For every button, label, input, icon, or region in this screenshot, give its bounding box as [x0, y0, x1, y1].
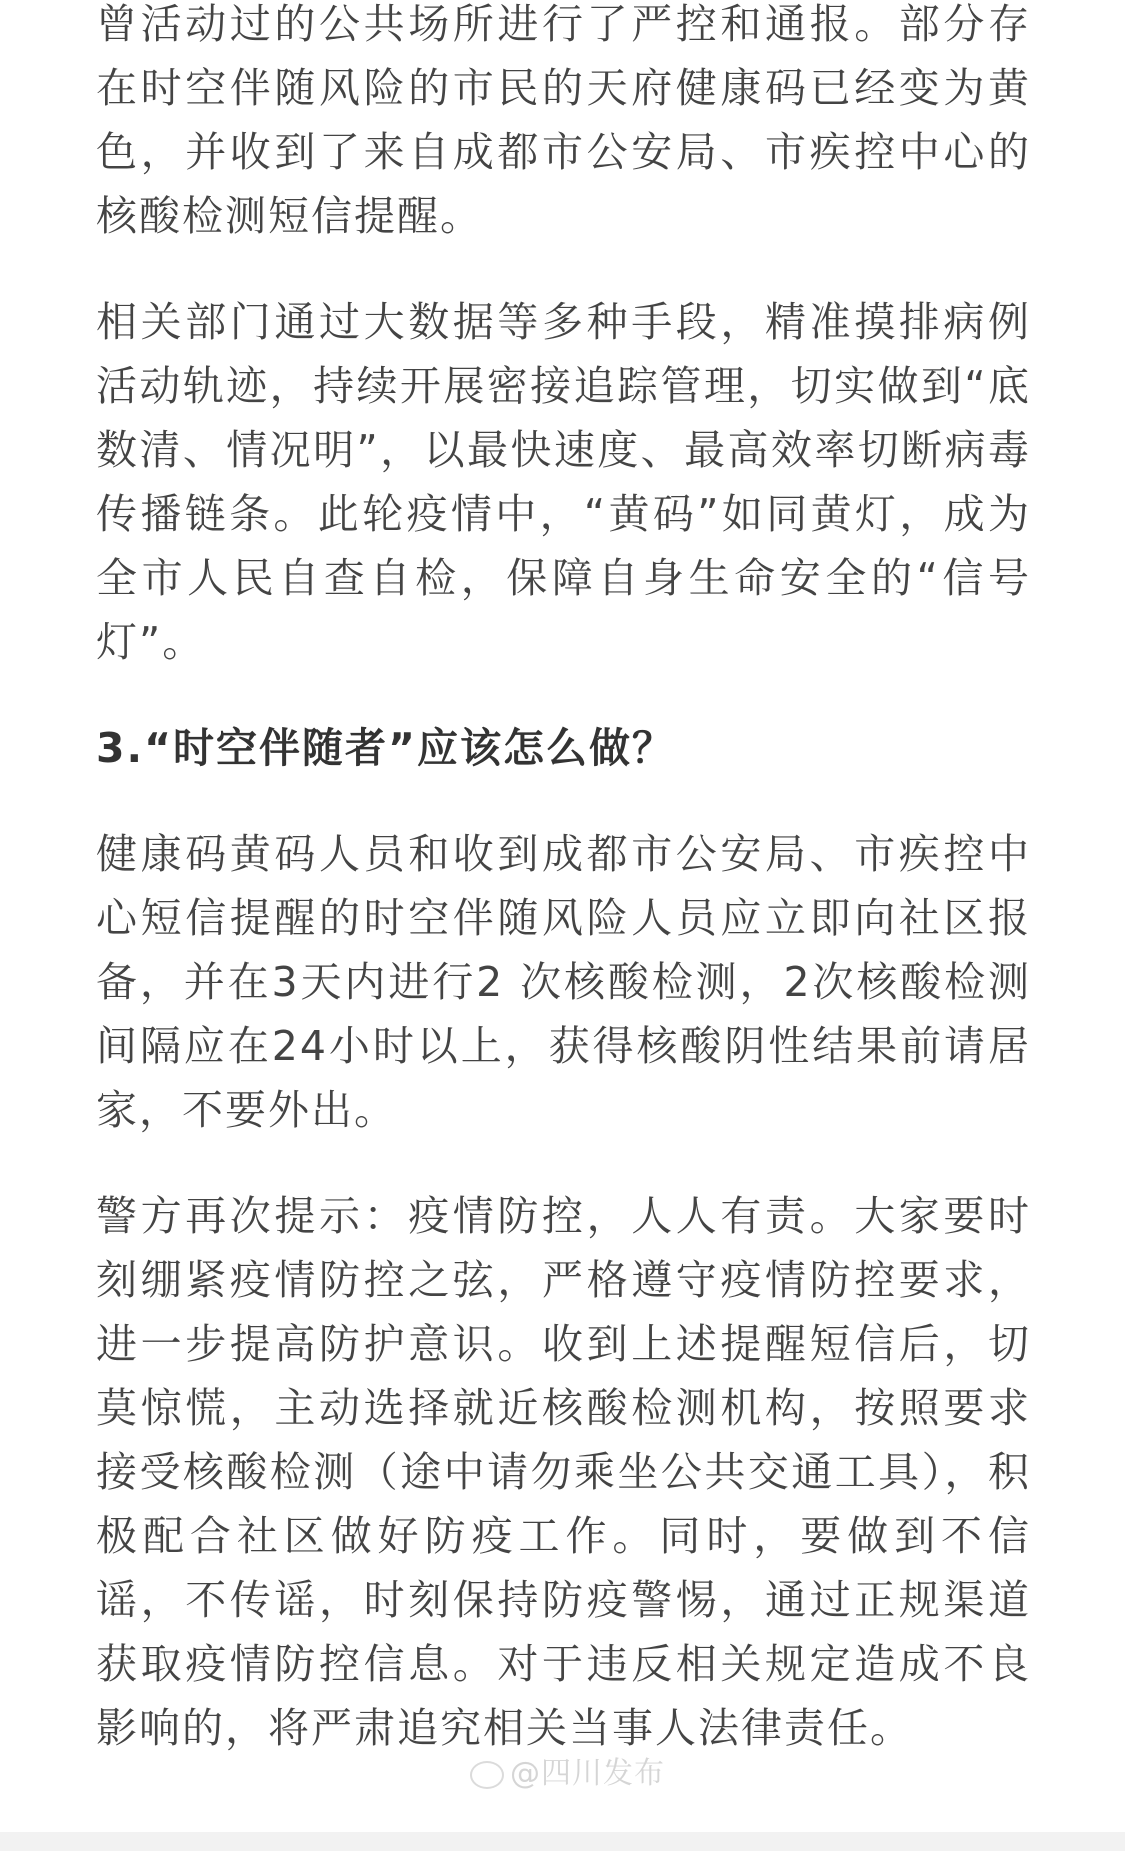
weibo-watermark — [470, 1748, 665, 1792]
article-paragraph-4: 警方再次提示：疫情防控，人人有责。大家要时刻绷紧疫情防控之弦，严格遵守疫情防控要求，进一步提高防护意识。收到上述提醒短信后，切莫惊慌，主动选择就近核酸检测机构，按照要求接受核酸检测（途中请勿乘坐公共交通工具），积极配合社区做好防疫工作。同时，要做到不信谣，不传谣，时刻保持防疫警惕，通过正规渠道获取疫情防控信息。对于违反相关规定造成不良影响的，将严肃追究相关当事人法律责任。 — [96, 1192, 1031, 1752]
article-paragraph-1: 曾活动过的公共场所进行了严控和通报。部分存在时空伴随风险的市民的天府健康码已经变为黄色，并收到了来自成都市公安局、市疾控中心的核酸检测短信提醒。 — [96, 0, 1031, 240]
article-paragraph-2: 相关部门通过大数据等多种手段，精准摸排病例活动轨迹，持续开展密接追踪管理，切实做到“底数清、情况明”，以最快速度、最高效率切断病毒传播链条。此轮疫情中，“黄码”如同黄灯，成为全市人民自查自检，保障自身生命安全的“信号灯”。 — [96, 298, 1031, 666]
watermark-text: @四川发布 — [510, 1756, 665, 1791]
section-heading: 3.“时空伴随者”应该怎么做？ — [96, 724, 675, 772]
bottom-edge — [0, 1832, 1125, 1851]
article-body — [96, 0, 1031, 1760]
weibo-icon — [470, 1761, 504, 1789]
article-paragraph-3: 健康码黄码人员和收到成都市公安局、市疾控中心短信提醒的时空伴随风险人员应立即向社区报备，并在3天内进行2 次核酸检测，2次核酸检测间隔应在24小时以上，获得核酸阴性结果前请居家，不要外出。 — [96, 830, 1031, 1134]
